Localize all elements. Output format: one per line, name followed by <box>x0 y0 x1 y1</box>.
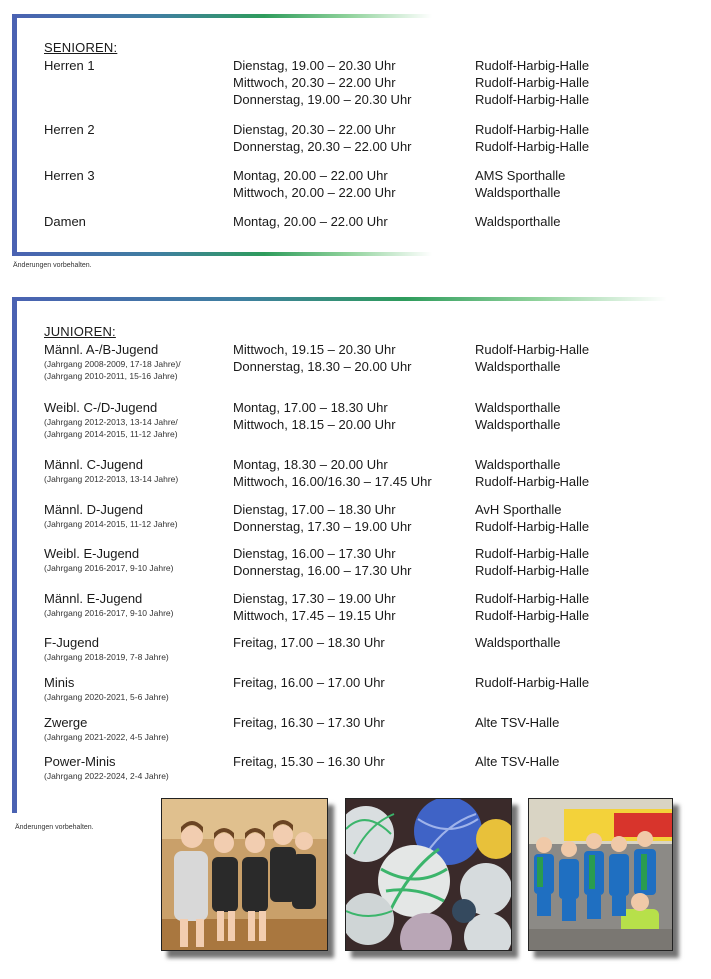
juniors-left-rule <box>12 297 17 813</box>
team-cell <box>44 753 169 782</box>
seniors-heading: SENIOREN: <box>44 40 118 55</box>
training-time: Dienstag, 16.00 – 17.30 Uhr <box>233 546 396 561</box>
team-name: Männl. D-Jugend <box>44 502 143 517</box>
training-hall: Rudolf-Harbig-Halle <box>475 546 590 561</box>
training-time: Donnerstag, 17.30 – 19.00 Uhr <box>233 519 412 534</box>
training-hall: Rudolf-Harbig-Halle <box>475 563 590 578</box>
hall-cell <box>475 634 561 651</box>
handballs-photo <box>345 798 512 951</box>
team-boys-photo <box>528 798 673 951</box>
team-name: Männl. E-Jugend <box>44 591 143 606</box>
time-cell <box>233 634 385 651</box>
training-time: Montag, 20.00 – 22.00 Uhr <box>233 168 388 183</box>
age-group: (Jahrgang 2016-2017, 9-10 Jahre) <box>44 608 174 618</box>
team-cell <box>44 501 178 530</box>
training-hall: Waldsporthalle <box>475 417 561 432</box>
team-name: F-Jugend <box>44 635 99 650</box>
age-group: (Jahrgang 2008-2009, 17-18 Jahre)/ <box>44 359 181 369</box>
training-hall: Rudolf-Harbig-Halle <box>475 75 590 90</box>
hall-cell <box>475 213 561 230</box>
age-group: (Jahrgang 2014-2015, 11-12 Jahre) <box>44 429 178 439</box>
training-hall: Rudolf-Harbig-Halle <box>475 122 590 137</box>
age-group: (Jahrgang 2012-2013, 13-14 Jahre) <box>44 474 179 484</box>
age-group: (Jahrgang 2022-2024, 2-4 Jahre) <box>44 771 169 781</box>
team-name: Zwerge <box>44 715 88 730</box>
training-time: Dienstag, 17.30 – 19.00 Uhr <box>233 591 396 606</box>
team-name: Männl. C-Jugend <box>44 457 143 472</box>
training-time: Freitag, 17.00 – 18.30 Uhr <box>233 635 385 650</box>
training-time: Mittwoch, 20.30 – 22.00 Uhr <box>233 75 396 90</box>
hall-cell <box>475 456 589 490</box>
seniors-top-rule <box>12 14 432 18</box>
training-time: Freitag, 16.30 – 17.30 Uhr <box>233 715 385 730</box>
training-hall: Rudolf-Harbig-Halle <box>475 608 590 623</box>
hall-cell <box>475 714 559 731</box>
team-name: Weibl. C-/D-Jugend <box>44 400 158 415</box>
training-time: Donnerstag, 19.00 – 20.30 Uhr <box>233 92 412 107</box>
hall-cell <box>475 341 589 375</box>
training-time: Mittwoch, 19.15 – 20.30 Uhr <box>233 342 396 357</box>
training-hall: Alte TSV-Halle <box>475 754 560 769</box>
hall-cell <box>475 121 589 155</box>
team-name: Damen <box>44 214 86 229</box>
time-cell <box>233 674 385 691</box>
juniors-note: Änderungen vorbehalten. <box>15 824 94 831</box>
seniors-bottom-rule <box>12 252 432 256</box>
training-hall: Waldsporthalle <box>475 635 561 650</box>
time-cell <box>233 121 412 155</box>
seniors-left-rule <box>12 14 17 256</box>
time-cell <box>233 57 412 108</box>
team-cell <box>44 590 173 619</box>
team-cell <box>44 213 86 230</box>
team-cell <box>44 57 95 74</box>
hall-cell <box>475 590 589 624</box>
age-group: (Jahrgang 2010-2011, 15-16 Jahre) <box>44 371 178 381</box>
time-cell <box>233 753 385 770</box>
training-hall: Rudolf-Harbig-Halle <box>475 92 590 107</box>
training-hall: Rudolf-Harbig-Halle <box>475 342 590 357</box>
training-time: Freitag, 16.00 – 17.00 Uhr <box>233 675 385 690</box>
time-cell <box>233 399 396 433</box>
team-name: Herren 2 <box>44 122 95 137</box>
hall-cell <box>475 57 589 108</box>
hall-cell <box>475 674 589 691</box>
team-name: Minis <box>44 675 75 690</box>
time-cell <box>233 213 388 230</box>
team-cell <box>44 634 169 663</box>
training-hall: Rudolf-Harbig-Halle <box>475 139 590 154</box>
team-name: Weibl. E-Jugend <box>44 546 140 561</box>
training-time: Dienstag, 17.00 – 18.30 Uhr <box>233 502 396 517</box>
training-time: Mittwoch, 16.00/16.30 – 17.45 Uhr <box>233 474 432 489</box>
training-hall: Waldsporthalle <box>475 185 561 200</box>
team-name: Männl. A-/B-Jugend <box>44 342 159 357</box>
age-group: (Jahrgang 2020-2021, 5-6 Jahre) <box>44 692 169 702</box>
training-time: Mittwoch, 18.15 – 20.00 Uhr <box>233 417 396 432</box>
training-time: Mittwoch, 20.00 – 22.00 Uhr <box>233 185 396 200</box>
hall-cell <box>475 545 589 579</box>
hall-cell <box>475 753 559 770</box>
team-girls-photo <box>161 798 328 951</box>
training-time: Donnerstag, 18.30 – 20.00 Uhr <box>233 359 412 374</box>
age-group: (Jahrgang 2014-2015, 11-12 Jahre) <box>44 519 178 529</box>
age-group: (Jahrgang 2021-2022, 4-5 Jahre) <box>44 732 169 742</box>
time-cell <box>233 501 412 535</box>
team-cell <box>44 167 95 184</box>
hall-cell <box>475 501 589 535</box>
training-hall: Waldsporthalle <box>475 214 561 229</box>
team-cell <box>44 399 178 440</box>
training-time: Montag, 18.30 – 20.00 Uhr <box>233 457 388 472</box>
hall-cell <box>475 167 565 201</box>
training-hall: Rudolf-Harbig-Halle <box>475 675 590 690</box>
training-hall: AMS Sporthalle <box>475 168 566 183</box>
time-cell <box>233 456 432 490</box>
training-time: Donnerstag, 16.00 – 17.30 Uhr <box>233 563 412 578</box>
team-cell <box>44 714 169 743</box>
team-cell <box>44 674 169 703</box>
team-name: Herren 3 <box>44 168 95 183</box>
training-time: Donnerstag, 20.30 – 22.00 Uhr <box>233 139 412 154</box>
hall-cell <box>475 399 561 433</box>
training-hall: Alte TSV-Halle <box>475 715 560 730</box>
training-time: Dienstag, 20.30 – 22.00 Uhr <box>233 122 396 137</box>
training-hall: Rudolf-Harbig-Halle <box>475 519 590 534</box>
training-time: Freitag, 15.30 – 16.30 Uhr <box>233 754 385 769</box>
time-cell <box>233 714 385 731</box>
team-name: Herren 1 <box>44 58 95 73</box>
training-time: Montag, 17.00 – 18.30 Uhr <box>233 400 388 415</box>
time-cell <box>233 167 396 201</box>
time-cell <box>233 341 412 375</box>
team-cell <box>44 456 178 485</box>
team-cell <box>44 341 181 382</box>
seniors-note: Änderungen vorbehalten. <box>13 262 92 269</box>
time-cell <box>233 590 396 624</box>
training-time: Montag, 20.00 – 22.00 Uhr <box>233 214 388 229</box>
juniors-top-rule <box>12 297 667 301</box>
training-hall: Waldsporthalle <box>475 400 561 415</box>
age-group: (Jahrgang 2012-2013, 13-14 Jahre/ <box>44 417 178 427</box>
training-time: Mittwoch, 17.45 – 19.15 Uhr <box>233 608 396 623</box>
team-name: Power-Minis <box>44 754 116 769</box>
age-group: (Jahrgang 2018-2019, 7-8 Jahre) <box>44 652 169 662</box>
training-hall: Rudolf-Harbig-Halle <box>475 591 590 606</box>
juniors-heading: JUNIOREN: <box>44 324 116 339</box>
age-group: (Jahrgang 2016-2017, 9-10 Jahre) <box>44 563 174 573</box>
time-cell <box>233 545 412 579</box>
team-cell <box>44 545 173 574</box>
training-hall: AvH Sporthalle <box>475 502 562 517</box>
training-time: Dienstag, 19.00 – 20.30 Uhr <box>233 58 396 73</box>
training-hall: Rudolf-Harbig-Halle <box>475 474 590 489</box>
training-hall: Rudolf-Harbig-Halle <box>475 58 590 73</box>
training-hall: Waldsporthalle <box>475 359 561 374</box>
team-cell <box>44 121 95 138</box>
training-hall: Waldsporthalle <box>475 457 561 472</box>
